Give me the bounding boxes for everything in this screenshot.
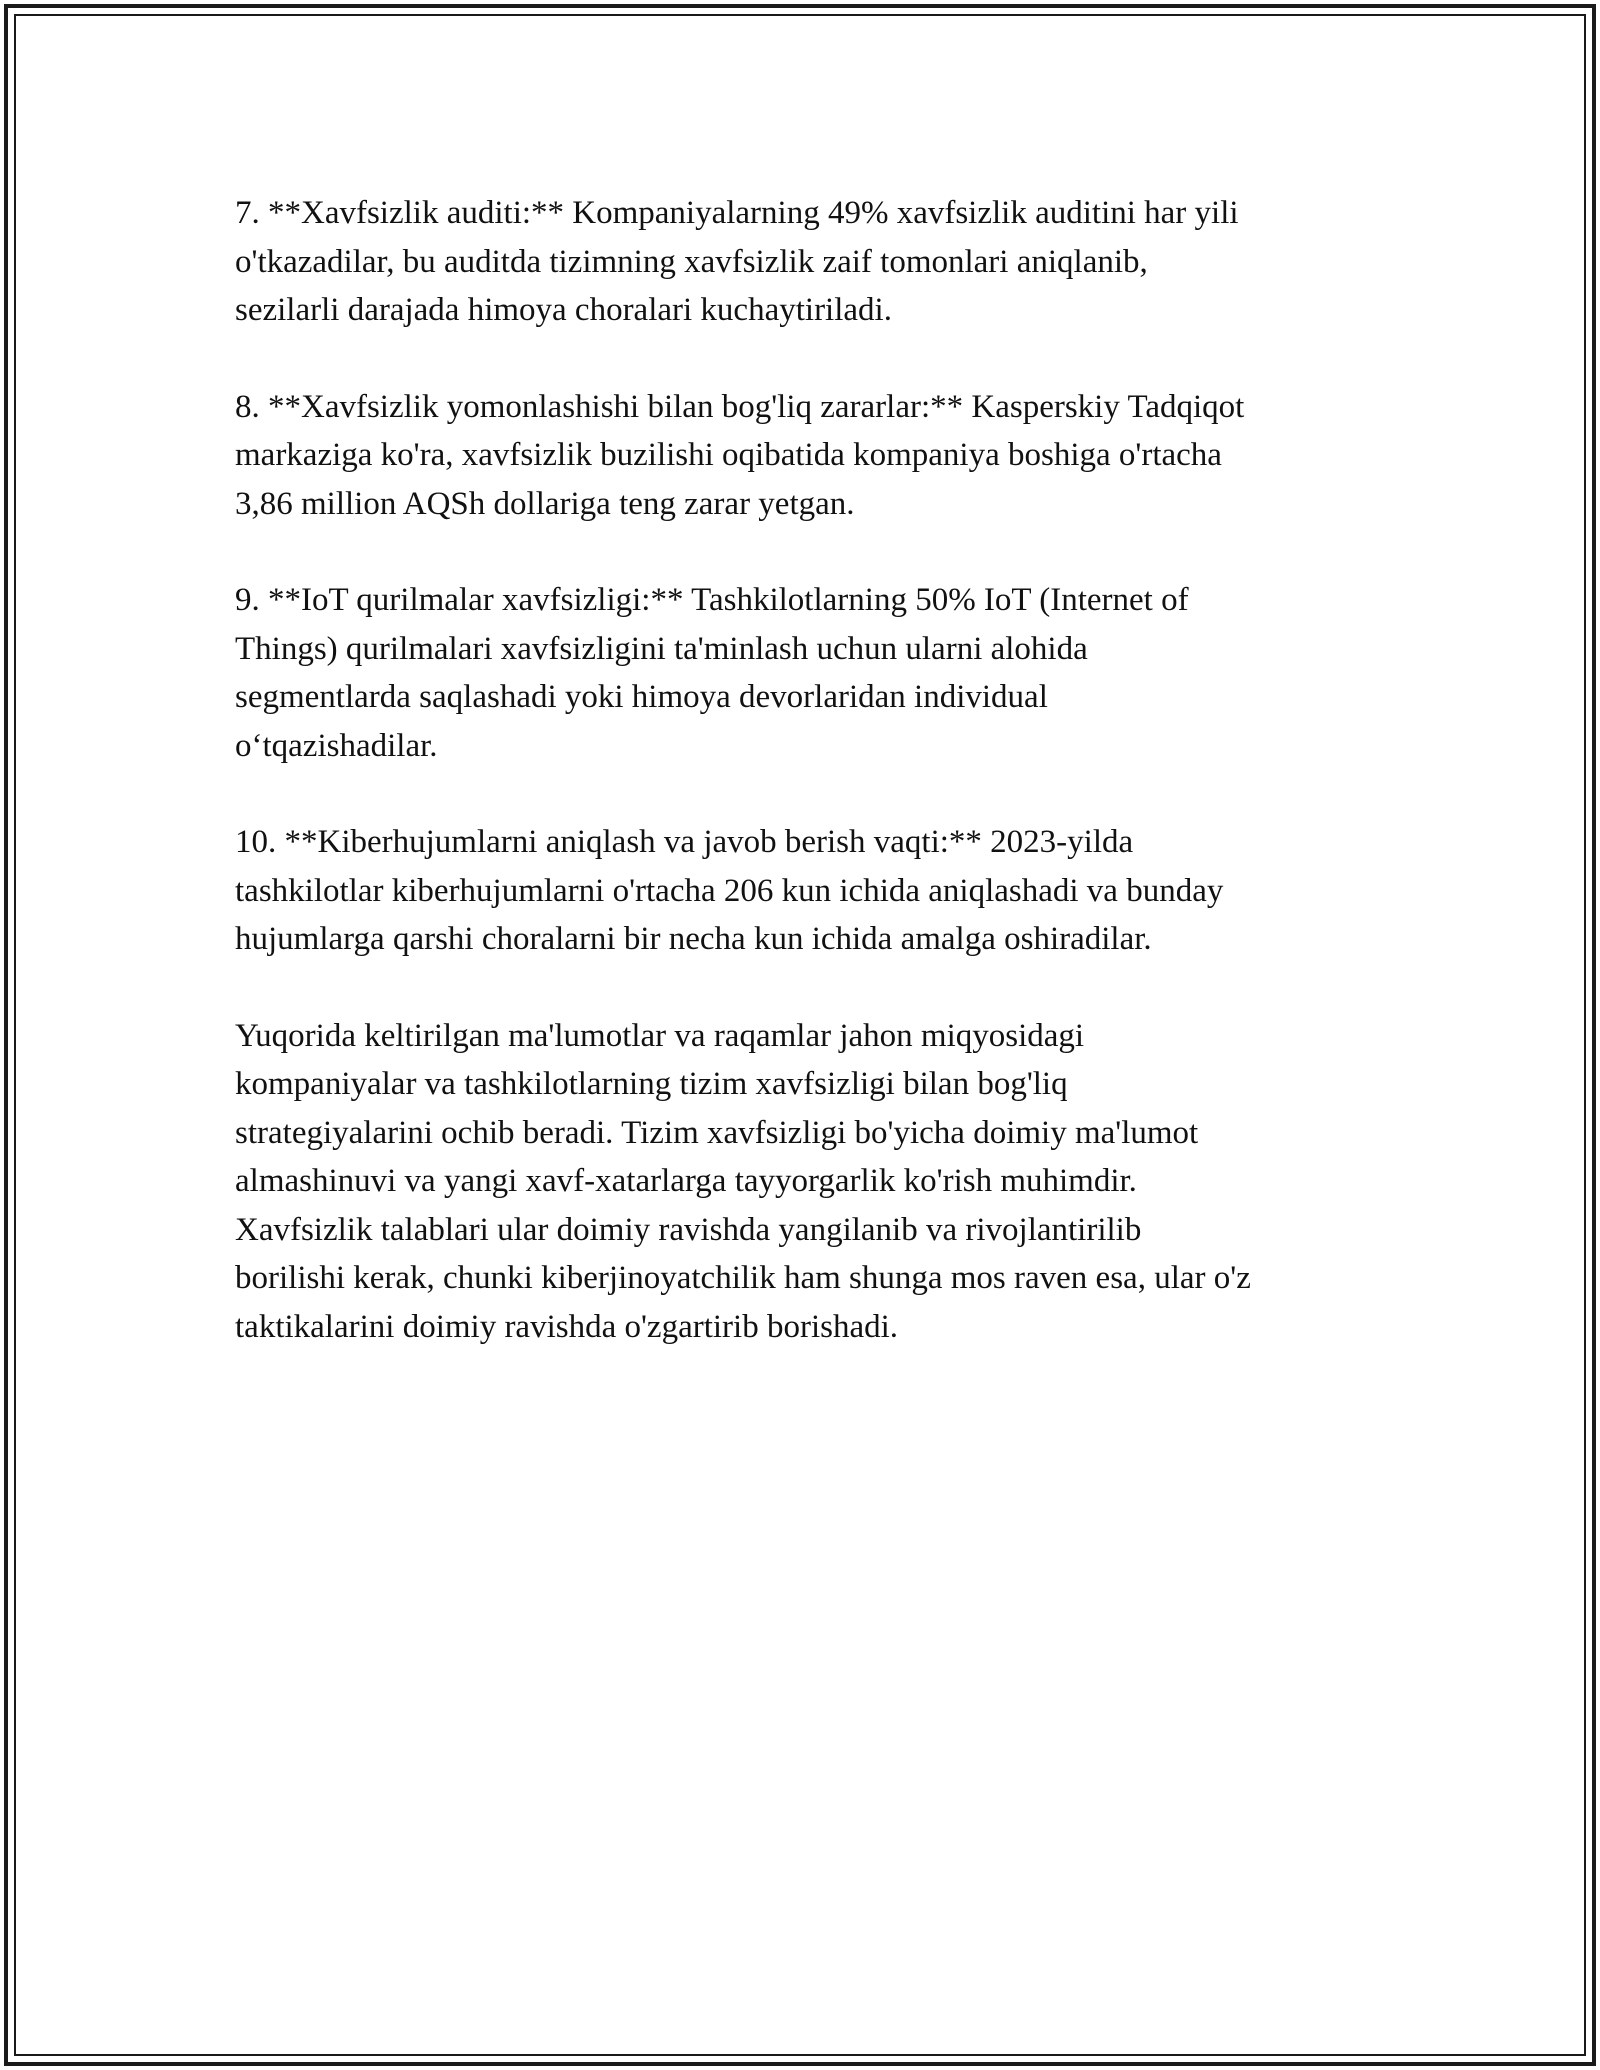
text-line: 7. **Xavfsizlik auditi:** Kompaniyalarning 49% xavfsizlik auditini har yili <box>235 195 1239 231</box>
text-line: almashinuvi va yangi xavf-xatarlarga tayyorgarlik ko'rish muhimdir. <box>235 1163 1137 1199</box>
paragraph-security-audit <box>235 189 1375 335</box>
text-line: 8. **Xavfsizlik yomonlashishi bilan bog'liq zararlar:** Kasperskiy Tadqiqot <box>235 388 1245 425</box>
paragraph-detection-time <box>235 818 1375 964</box>
text-line: strategiyalarini ochib beradi. Tizim xavfsizligi bo'yicha doimiy ma'lumot <box>235 1114 1199 1151</box>
text-line: taktikalarini doimiy ravishda o'zgartirib borishadi. <box>235 1308 899 1345</box>
text-line: hujumlarga qarshi choralarni bir necha kun ichida amalga oshiradilar. <box>235 921 1152 957</box>
text-line: 9. **IoT qurilmalar xavfsizligi:** Tashkilotlarning 50% IoT (Internet of <box>235 582 1189 618</box>
paragraph-conclusion <box>235 1012 1375 1352</box>
text-line: Yuqorida keltirilgan ma'lumotlar va raqamlar jahon miqyosidagi <box>235 1017 1085 1054</box>
text-line: Xavfsizlik talablari ular doimiy ravishda yangilanib va rivojlantirilib <box>235 1211 1142 1248</box>
text-line: markaziga ko'ra, xavfsizlik buzilishi oqibatida kompaniya boshiga o'rtacha <box>235 437 1222 473</box>
text-line: o'tkazadilar, bu auditda tizimning xavfsizlik zaif tomonlari aniqlanib, <box>235 243 1148 280</box>
text-line: borilishi kerak, chunki kiberjinoyatchilik ham shunga mos raven esa, ular o'z <box>235 1260 1251 1296</box>
text-line: 10. **Kiberhujumlarni aniqlash va javob berish vaqti:** 2023-yilda <box>235 824 1134 860</box>
text-line: sezilarli darajada himoya choralari kuchaytiriladi. <box>235 292 892 328</box>
text-line: tashkilotlar kiberhujumlarni o'rtacha 206 kun ichida aniqlashadi va bunday <box>235 872 1224 909</box>
text-line: segmentlarda saqlashadi yoki himoya devorlaridan individual <box>235 679 1048 715</box>
text-line: 3,86 million AQSh dollariga teng zarar yetgan. <box>235 485 855 522</box>
text-line: kompaniyalar va tashkilotlarning tizim xavfsizligi bilan bog'liq <box>235 1066 1068 1102</box>
paragraph-iot-security <box>235 576 1375 770</box>
document-body <box>235 189 1375 1399</box>
text-line: Things) qurilmalari xavfsizligini ta'minlash uchun ularni alohida <box>235 630 1088 667</box>
text-line: o‘tqazishadilar. <box>235 727 438 764</box>
paragraph-breach-losses <box>235 383 1375 529</box>
